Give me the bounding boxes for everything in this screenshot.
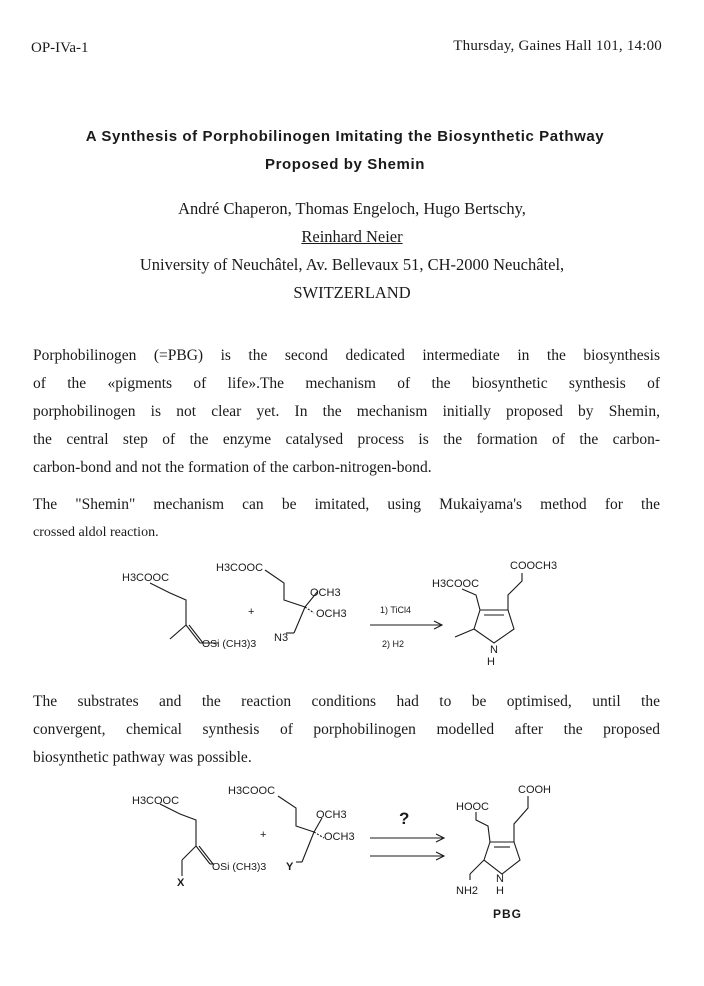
bond-line (305, 607, 314, 613)
label-substituent-x: X (177, 877, 185, 889)
label-acid: HOOC (456, 801, 489, 813)
label-ester: H3COOC (122, 572, 170, 584)
bond-line (278, 796, 314, 832)
paragraph-line: of the «pigments of life».The mechanism of the biosynthetic synthesis of (33, 375, 660, 392)
label-methoxy: OCH3 (316, 608, 347, 620)
label-amine: NH2 (456, 885, 479, 897)
label-ester: H3COOC (216, 562, 264, 574)
authors: André Chaperon, Thomas Engeloch, Hugo Bertschy, (178, 199, 526, 218)
bond-line (182, 846, 196, 860)
bond-line (189, 625, 203, 643)
bond-line (196, 846, 210, 864)
label-azide: N3 (274, 632, 289, 644)
label-methoxy: OCH3 (316, 809, 347, 821)
label-ester: H3COOC (432, 578, 480, 590)
paragraph-line: carbon-bond and not the formation of the carbon-nitrogen-bond. (33, 459, 432, 476)
bond-line (462, 589, 480, 610)
label-ester: H3COOC (228, 785, 276, 797)
bond-line (170, 625, 186, 639)
bond-line (470, 860, 484, 874)
bond-line (302, 832, 314, 862)
bond-line (265, 570, 305, 607)
presenting-author: Reinhard Neier (301, 227, 403, 246)
reaction-scheme-1 (0, 555, 704, 675)
title-line-2: Proposed by Shemin (265, 156, 425, 173)
reaction-scheme-2 (0, 778, 704, 928)
session-code: OP-IVa-1 (31, 40, 89, 56)
affiliation-country: SWITZERLAND (293, 283, 411, 302)
plus-sign: + (248, 606, 255, 618)
label-ester: H3COOC (132, 795, 180, 807)
label-substituent-y: Y (286, 861, 294, 873)
bond-line (514, 796, 528, 842)
label-nitrogen: N (490, 644, 498, 656)
label-nitrogen: N (496, 873, 504, 885)
paragraph-line: convergent, chemical synthesis of porphobilinogen modelled after the proposed (33, 721, 660, 738)
session-schedule: Thursday, Gaines Hall 101, 14:00 (453, 38, 662, 54)
paragraph-line: the central step of the enzyme catalysed process is the formation of the carbon- (33, 431, 660, 448)
bond-line (508, 573, 522, 610)
affiliation: University of Neuchâtel, Av. Bellevaux 51, CH-2000 Neuchâtel, (139, 255, 565, 274)
bond-line (199, 846, 213, 864)
bond-line (294, 607, 305, 633)
presenting-author-row (0, 227, 704, 247)
unknown-conditions: ? (399, 809, 410, 828)
label-methoxy: OCH3 (310, 587, 341, 599)
paragraph-intro (33, 342, 660, 482)
label-silyl: OSi (CH3)3 (202, 638, 257, 650)
paragraph-line: porphobilinogen is not clear yet. In the mechanism initially proposed by Shemin, (33, 403, 660, 420)
paragraph-line: The "Shemin" mechanism can be imitated, using Mukaiyama's method for the (33, 496, 660, 513)
bond-line (476, 812, 490, 842)
paragraph-shemin (33, 491, 660, 547)
label-methoxy: OCH3 (324, 831, 355, 843)
label-ester: COOCH3 (510, 560, 558, 572)
plus-sign: + (260, 829, 267, 841)
bond-line (160, 804, 196, 846)
label-silyl: OSi (CH3)3 (212, 861, 267, 873)
label-hydrogen: H (487, 656, 495, 668)
title-line-1: A Synthesis of Porphobilinogen Imitating the Biosynthetic Pathway (85, 128, 605, 145)
paragraph-line: crossed aldol reaction. (33, 525, 159, 540)
bond-line (186, 625, 200, 643)
paragraph-line: The substrates and the reaction conditions had to be optimised, until the (33, 693, 660, 710)
bond-line (314, 832, 324, 838)
paragraph-line: biosynthetic pathway was possible. (33, 749, 252, 766)
label-hydrogen: H (496, 885, 504, 897)
bond-line (150, 583, 186, 625)
bond-line (455, 629, 474, 637)
paragraph-optimisation (33, 688, 660, 772)
reagent-step-2: 2) H2 (382, 639, 405, 649)
compound-name-pbg: PBG (493, 907, 523, 921)
label-acid: COOH (518, 784, 551, 796)
paragraph-line: Porphobilinogen (=PBG) is the second dedicated intermediate in the biosynthesis (33, 347, 660, 364)
reagent-step-1: 1) TiCl4 (380, 605, 412, 615)
